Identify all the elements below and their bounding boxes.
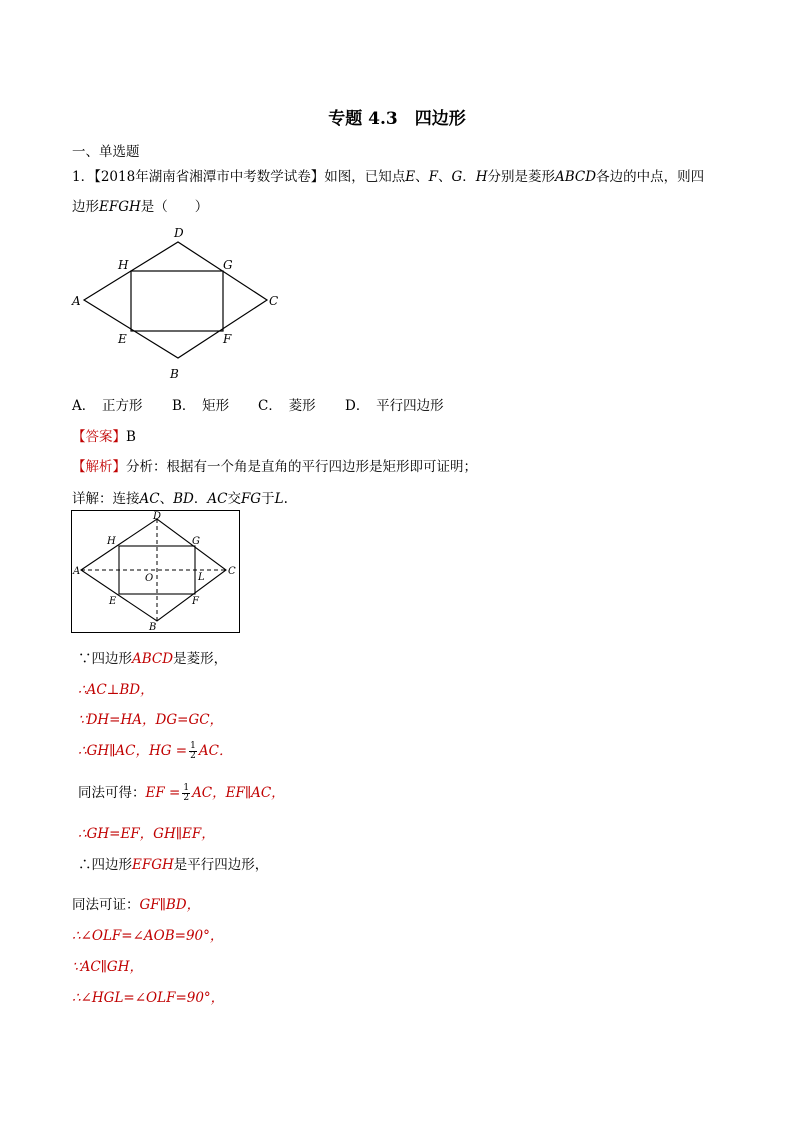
label-f: F	[192, 596, 199, 607]
fraction-one-half	[182, 784, 190, 803]
figure-frame	[72, 511, 240, 633]
question-line2-suffix: 是（ ）	[140, 199, 209, 215]
label-b: B	[149, 622, 157, 633]
fraction-one-half	[189, 742, 197, 761]
separator: ．	[193, 491, 208, 507]
label-d: D	[153, 511, 162, 522]
option-a: A． 正方形	[72, 398, 143, 414]
rhombus-abcd	[84, 242, 267, 358]
separator: 、	[437, 169, 452, 185]
detail-prefix: 详解：连接	[72, 491, 140, 507]
fraction-numerator: 1	[183, 783, 190, 793]
figure-rhombus	[60, 222, 290, 382]
proof-math: EF =	[145, 785, 181, 801]
proof-line-5	[78, 781, 285, 803]
detail-mid: 交	[227, 491, 241, 507]
proof-math: ∴GH∥AC，HG =	[78, 743, 188, 759]
label-f: F	[223, 332, 232, 346]
label-h: H	[118, 258, 129, 272]
proof-text: 同法可得：	[78, 785, 146, 801]
label-e: E	[118, 332, 127, 346]
fraction-denominator: 2	[190, 751, 196, 761]
proof-line-11: ∴∠HGL=∠OLF=90°，	[72, 990, 225, 1006]
proof-line-10: ∵AC∥GH，	[72, 959, 143, 975]
label-l: L	[198, 572, 205, 583]
segment-ac: AC	[207, 491, 228, 507]
proof-text: 是平行四边形，	[173, 857, 269, 873]
detail-line	[72, 487, 288, 507]
segment-fg: FG	[240, 491, 262, 507]
label-a: A	[73, 566, 81, 577]
point-e: E	[405, 169, 416, 185]
proof-math: AC．	[198, 743, 233, 759]
label-o: O	[145, 573, 154, 584]
proof-line-9: ∴∠OLF=∠AOB=90°，	[72, 928, 224, 944]
label-a: A	[72, 294, 81, 308]
proof-math: AC，EF∥AC，	[192, 785, 285, 801]
rhombus-name: ABCD	[555, 169, 597, 185]
proof-text: 是菱形，	[173, 651, 228, 667]
page-title: 专题 4.3 四边形	[328, 109, 466, 129]
detail-end: .	[283, 491, 288, 507]
label-c: C	[269, 294, 279, 308]
question-line-1	[72, 165, 704, 185]
label-d: D	[174, 226, 184, 240]
point-g: G	[451, 169, 463, 185]
proof-text: ∵四边形	[78, 651, 132, 667]
proof-line-2: ∴AC⊥BD，	[78, 682, 154, 698]
point-h: H	[475, 169, 488, 185]
question-prefix: 1．【2018年湖南省湘潭市中考数学试卷】如图，已知点	[72, 169, 406, 185]
separator: 、	[415, 169, 429, 185]
question-suffix: 各边的中点，则四	[596, 169, 705, 185]
segment-bd: BD	[173, 491, 194, 507]
answer-line	[72, 425, 136, 445]
quadrilateral-name: EFGH	[99, 199, 141, 215]
proof-text: ∴四边形	[78, 857, 132, 873]
option-d: D． 平行四边形	[345, 398, 444, 414]
fraction-denominator: 2	[183, 793, 190, 803]
question-line2-prefix: 边形	[72, 199, 99, 215]
option-c: C． 菱形	[258, 398, 316, 414]
fraction-numerator: 1	[190, 741, 196, 751]
proof-line-1	[78, 647, 227, 667]
section-heading: 一、单选题	[72, 144, 140, 160]
proof-line-3: ∵DH=HA，DG=GC，	[78, 712, 224, 728]
proof-line-7	[78, 853, 268, 873]
label-g: G	[223, 258, 233, 272]
figure-rhombus-with-diagonals	[71, 510, 241, 634]
separator: ．	[462, 169, 476, 185]
detail-mid2: 于	[261, 491, 275, 507]
label-b: B	[170, 367, 179, 381]
analysis-text: 分析：根据有一个角是直角的平行四边形是矩形即可证明；	[126, 459, 477, 475]
point-l: L	[274, 491, 284, 507]
label-e: E	[109, 596, 117, 607]
analysis-tag: 【解析】	[72, 459, 126, 475]
proof-line-4	[78, 739, 232, 761]
answer-value: B	[126, 429, 136, 445]
label-c: C	[228, 566, 236, 577]
proof-line-6: ∴GH=EF，GH∥EF，	[78, 826, 215, 842]
proof-math: EFGH	[132, 857, 174, 873]
label-h: H	[107, 536, 116, 547]
option-b: B． 矩形	[172, 398, 230, 414]
separator: 、	[159, 491, 174, 507]
proof-text: 同法可证：	[72, 897, 140, 913]
proof-math: GF∥BD，	[139, 897, 201, 913]
segment-ac: AC	[139, 491, 160, 507]
question-line-2	[72, 195, 208, 215]
proof-line-8	[72, 893, 200, 913]
point-f: F	[428, 169, 438, 185]
answer-tag: 【答案】	[72, 429, 126, 445]
proof-math: ABCD	[132, 651, 174, 667]
label-g: G	[192, 536, 200, 547]
rectangle-efgh	[131, 271, 223, 331]
analysis-line	[72, 455, 477, 475]
question-mid: 分别是菱形	[487, 169, 556, 185]
